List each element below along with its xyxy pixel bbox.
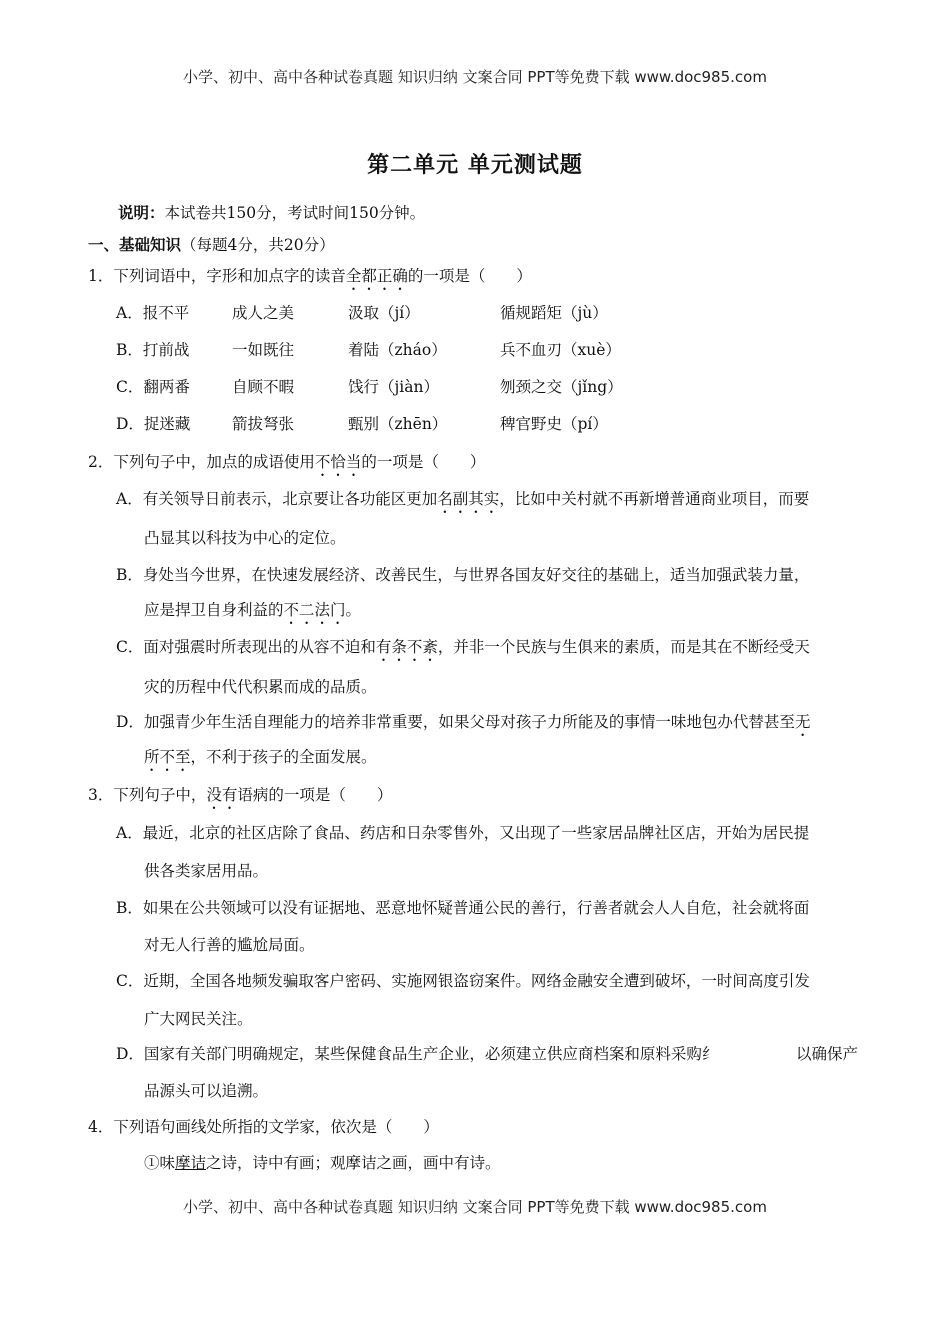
q2-option-b-line1: B．身处当今世界，在快速发展经济、改善民生，与世界各国友好交往的基础上，适当加强武装力量，	[116, 566, 810, 584]
q3-option-d-line1b: 以确保产	[796, 1045, 859, 1063]
q2-option-c-line1	[116, 636, 810, 665]
q2-c-post: ，并非一个民族与生俱来的素质，而是其在不断经受天	[437, 638, 810, 656]
q1-stem-pre: 1．下列词语中，字形和加点字的读音	[88, 267, 346, 285]
q2-option-b-line2	[144, 599, 361, 628]
q2-c-idiom: 有条不紊	[375, 638, 438, 656]
q2-option-d-line1	[116, 711, 810, 740]
q2-d-idiom-start: 无	[794, 713, 811, 731]
q3-stem-emphasis: 没有	[206, 786, 238, 804]
section-heading	[88, 234, 335, 256]
q1-d-c3: 甄别（zhēn）	[348, 415, 448, 433]
q1-d-c1: D．捉迷藏	[116, 415, 191, 433]
q2-option-a-line2: 凸显其以科技为中心的定位。	[144, 529, 346, 547]
q1-a-c2: 成人之美	[232, 304, 295, 322]
q2-d-pre: D．加强青少年生活自理能力的培养非常重要，如果父母对孩子力所能及的事情一味地包办代替甚至	[116, 713, 795, 731]
q1-a-c1: A．报不平	[116, 304, 190, 322]
q1-c-c2: 自顾不暇	[232, 378, 295, 396]
q2-d-post: ，不利于孩子的全面发展。	[190, 748, 377, 766]
q1-a-c4: 循规蹈矩（jù）	[500, 304, 608, 322]
q3-option-d-line2: 品源头可以追溯。	[144, 1082, 269, 1100]
q1-stem-post: 的一项是（ ）	[407, 267, 532, 285]
q1-a-c3: 汲取（jí）	[348, 304, 420, 322]
instructions	[118, 202, 425, 224]
q4-item1-post: 之诗，诗中有画；观摩诘之画，画中有诗。	[206, 1154, 501, 1172]
q2-stem-post: 的一项是（ ）	[361, 453, 486, 471]
q3-option-a-line2: 供各类家居用品。	[144, 862, 269, 880]
q3-option-d-line1a: D．国家有关部门明确规定，某些保健食品生产企业，必须建立供应商档案和原料采购纟	[116, 1045, 718, 1063]
instructions-label: 说明：	[118, 203, 165, 222]
q1-d-c2: 箭拔弩张	[232, 415, 295, 433]
q1-c-c1: C．翻两番	[116, 378, 190, 396]
q3-option-c-line1: C．近期，全国各地频发骗取客户密码、实施网银盗窃案件。网络金融安全遭到破坏，一时间高度引发	[116, 972, 810, 990]
q2-a-idiom: 名副其实	[437, 490, 500, 508]
question-2-stem	[88, 451, 485, 480]
question-1-stem	[88, 265, 532, 294]
q2-a-pre: A．有关领导日前表示，北京要让各功能区更加	[116, 490, 438, 508]
instructions-text: 本试卷共150分，考试时间150分钟。	[164, 204, 426, 222]
page-header: 小学、初中、高中各种试卷真题 知识归纳 文案合同 PPT等免费下载 www.doc985.com	[183, 68, 767, 86]
q2-b-idiom: 不二法门	[283, 601, 346, 619]
q2-d-idiom-end: 所不至	[144, 748, 191, 766]
q2-a-post: ，比如中关村就不再新增普通商业项目，而要	[499, 490, 810, 508]
q2-stem-emphasis: 不恰当	[314, 453, 362, 471]
section-score: （每题4分，共20分）	[181, 236, 335, 254]
page-title: 第二单元 单元测试题	[367, 152, 583, 178]
q3-stem-post: 语病的一项是（ ）	[237, 786, 393, 804]
q3-stem-pre: 3．下列句子中，	[88, 786, 207, 804]
q1-stem-emphasis: 全都正确	[345, 267, 408, 285]
q4-item1-underlined: 摩诘	[175, 1154, 207, 1172]
q1-b-c4: 兵不血刃（xuè）	[500, 341, 621, 359]
q1-d-c4: 稗官野史（pí）	[500, 415, 608, 433]
q1-c-c3: 饯行（jiàn）	[348, 378, 439, 396]
q2-stem-pre: 2．下列句子中，加点的成语使用	[88, 453, 315, 471]
q3-option-c-line2: 广大网民关注。	[144, 1010, 253, 1028]
section-title: 一、基础知识	[88, 235, 182, 254]
q1-c-c4: 刎颈之交（jǐng）	[500, 378, 623, 396]
q1-b-c3: 着陆（zháo）	[348, 341, 447, 359]
question-4-stem: 4．下列语句画线处所指的文学家，依次是（ ）	[88, 1118, 439, 1136]
q1-b-c2: 一如既往	[232, 341, 295, 359]
q3-option-b-line2: 对无人行善的尴尬局面。	[144, 936, 315, 954]
q4-item1-pre: ①味	[144, 1154, 176, 1172]
page-footer: 小学、初中、高中各种试卷真题 知识归纳 文案合同 PPT等免费下载 www.doc985.com	[183, 1198, 767, 1216]
q3-option-b-line1: B．如果在公共领域可以没有证据地、恶意地怀疑普通公民的善行，行善者就会人人自危，社会就将面	[116, 899, 810, 917]
q3-option-a-line1: A．最近，北京的社区店除了食品、药店和日杂零售外，又出现了一些家居品牌社区店，开始为居民提	[116, 824, 810, 842]
q2-b-post: 。	[345, 601, 362, 619]
q2-option-d-line2	[144, 746, 377, 775]
q2-option-c-line2: 灾的历程中代代积累而成的品质。	[144, 678, 377, 696]
q2-b-pre: 应是捍卫自身利益的	[144, 601, 284, 619]
question-3-stem	[88, 784, 392, 813]
q2-option-a-line1	[116, 488, 809, 517]
q1-b-c1: B．打前战	[116, 341, 190, 359]
q4-item-1	[144, 1152, 501, 1174]
q2-c-pre: C．面对强震时所表现出的从容不迫和	[116, 638, 376, 656]
